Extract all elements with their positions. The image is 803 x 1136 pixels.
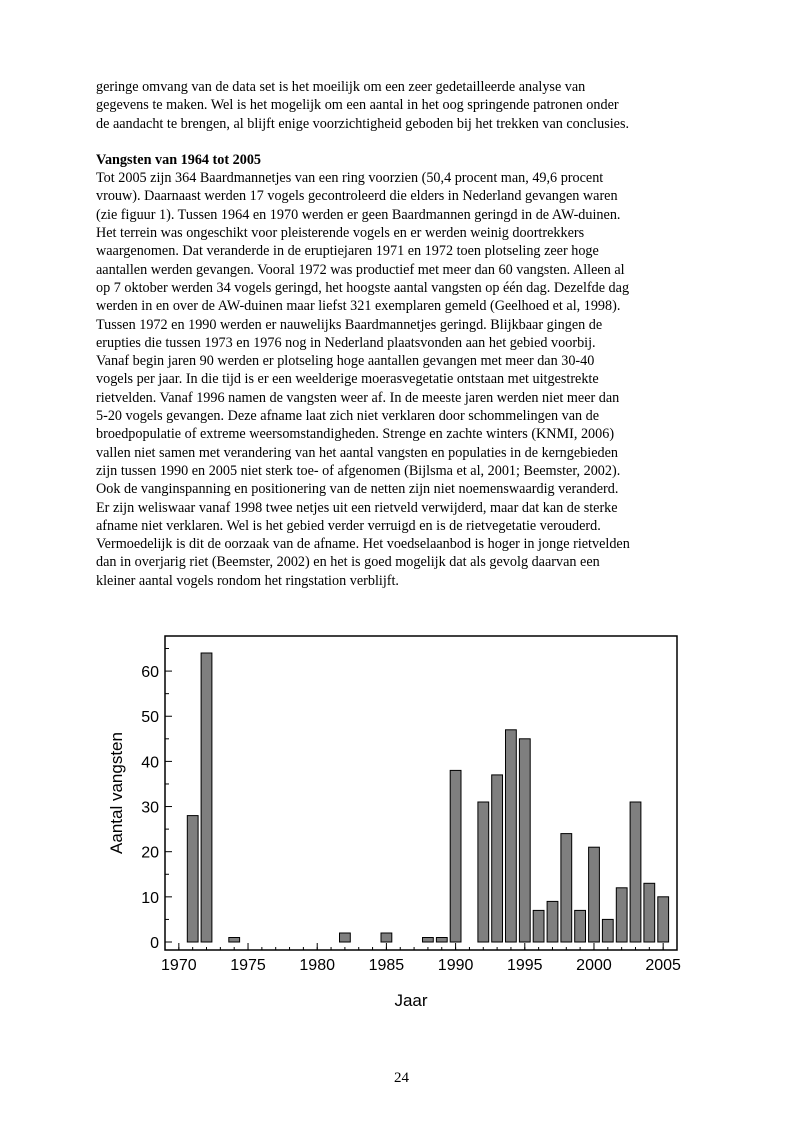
x-tick-label: 1975 xyxy=(230,957,266,974)
body-text xyxy=(96,78,736,590)
text-line: Vermoedelijk is dit de oorzaak van de afname. Het voedselaanbod is hoger in jonge rietvelden xyxy=(96,536,630,553)
bar-1989 xyxy=(436,938,447,943)
x-tick-label: 1990 xyxy=(437,957,474,974)
bar-1993 xyxy=(492,775,503,942)
text-line: aantallen werden gevangen. Vooral 1972 was productief met meer dan 60 vangsten. Alleen al xyxy=(96,261,625,278)
bar-1998 xyxy=(561,834,572,942)
intro-paragraph xyxy=(96,78,736,133)
x-tick-label: 1995 xyxy=(506,957,543,974)
text-line: afname niet verklaren. Wel is het gebied verder verruigd en is de rietvegetatie verouderd. xyxy=(96,517,601,534)
bar-1995 xyxy=(519,739,530,942)
text-line: Tot 2005 zijn 364 Baardmannetjes van een ring voorzien (50,4 procent man, 49,6 procent xyxy=(96,170,604,187)
bar-2000 xyxy=(589,847,600,942)
text-line: Tussen 1972 en 1990 werden er nauwelijks Baardmannetjes geringd. Blijkbaar gingen de xyxy=(96,316,603,333)
text-line: vogels per jaar. In die tijd is er een weelderige moerasvegetatie ontstaan met uitgestrekte xyxy=(96,371,599,388)
text-line: gegevens te maken. Wel is het mogelijk om een aantal in het oog springende patronen onder xyxy=(96,97,619,114)
bar-1974 xyxy=(229,938,240,943)
text-line: op 7 oktober werden 34 vogels geringd, het hoogste aantal vangsten op één dag. Dezelfde dag xyxy=(96,279,630,296)
y-tick-label: 0 xyxy=(150,935,159,952)
bar-1992 xyxy=(478,802,489,942)
text-line: Ook de vanginspanning en positionering van de netten zijn niet noemenswaardig veranderd. xyxy=(96,481,619,498)
bar-1997 xyxy=(547,901,558,942)
x-tick-label: 2005 xyxy=(645,957,681,974)
bar-2001 xyxy=(602,919,613,942)
bar-1982 xyxy=(340,933,351,942)
bar-1972 xyxy=(201,653,212,942)
bar-2002 xyxy=(616,888,627,942)
text-line: de aandacht te brengen, al blijft enige voorzichtigheid geboden bij het trekken van conclusies. xyxy=(96,115,630,132)
text-line: broedpopulatie of extreme weersomstandigheden. Strenge en zachte winters (KNMI, 2006) xyxy=(96,426,615,443)
bar-2005 xyxy=(658,897,669,942)
bar-1971 xyxy=(187,816,198,942)
text-line: kleiner aantal vogels rondom het ringstation verblijft. xyxy=(96,572,399,589)
text-line: 5-20 vogels gevangen. Deze afname laat zich niet verklaren door schommelingen van de xyxy=(96,408,600,425)
x-tick-label: 1980 xyxy=(299,957,336,974)
text-line: Het terrein was ongeschikt voor pleisterende vogels en er werden weinig doortrekkers xyxy=(96,225,585,242)
bar-1996 xyxy=(533,910,544,942)
x-tick-label: 2000 xyxy=(576,957,612,974)
bar-2004 xyxy=(644,883,655,942)
text-line: vallen niet samen met verandering van het aantal vangsten en populaties in de kerngebieden xyxy=(96,444,618,461)
y-axis-label: Aantal vangsten xyxy=(107,732,126,854)
main-paragraph xyxy=(96,169,736,590)
bar-1999 xyxy=(575,910,586,942)
text-line: dan in overjarig riet (Beemster, 2002) en het is goed mogelijk dat als gevolg daarvan een xyxy=(96,554,600,571)
y-tick-label: 50 xyxy=(141,709,159,727)
y-tick-label: 10 xyxy=(141,889,159,907)
text-line: waargenomen. Dat veranderde in de eruptiejaren 1971 en 1972 toen plotseling zeer hoge xyxy=(96,243,599,260)
text-line: (zie figuur 1). Tussen 1964 en 1970 werden er geen Baardmannen geringd in de AW-duinen. xyxy=(96,206,621,223)
page-number: 24 xyxy=(394,1070,409,1086)
text-line: zijn tussen 1990 en 2005 niet sterk toe- of afgenomen (Bijlsma et al, 2001; Beemster, 2002). xyxy=(96,462,621,479)
y-tick-label: 60 xyxy=(141,664,159,682)
text-line: Er zijn weliswaar vanaf 1998 twee netjes uit een rietveld verwijderd, maar dat kan de sterke xyxy=(96,499,618,516)
y-tick-label: 40 xyxy=(141,754,159,772)
text-line: vrouw). Daarnaast werden 17 vogels gecontroleerd die elders in Nederland gevangen waren xyxy=(96,188,618,205)
section-heading: Vangsten van 1964 tot 2005 xyxy=(96,151,262,168)
bar-2003 xyxy=(630,802,641,942)
bar-1990 xyxy=(450,770,461,942)
x-tick-label: 1970 xyxy=(161,957,197,974)
text-line: erupties die tussen 1973 en 1976 nog in Nederland plaatsvonden aan het gebied voorbij. xyxy=(96,334,596,351)
text-line: rietvelden. Vanaf 1996 namen de vangsten weer af. In de meeste jaren werden niet meer dan xyxy=(96,389,620,406)
y-tick-label: 20 xyxy=(141,844,159,862)
text-line: werden in en over de AW-duinen maar liefst 321 exemplaren gemeld (Geelhoed et al, 1998). xyxy=(96,298,621,315)
text-line: Vanaf begin jaren 90 werden er plotseling hoge aantallen gevangen met meer dan 30-40 xyxy=(96,353,595,370)
catch-bar-chart xyxy=(100,628,700,1018)
bar-1985 xyxy=(381,933,392,942)
bar-1994 xyxy=(506,730,517,942)
x-axis-label: Jaar xyxy=(394,991,428,1010)
x-tick-label: 1985 xyxy=(368,957,405,974)
bar-1988 xyxy=(423,938,434,943)
y-tick-label: 30 xyxy=(141,799,159,817)
plot-frame xyxy=(165,636,677,950)
text-line: geringe omvang van de data set is het moeilijk om een zeer gedetailleerde analyse van xyxy=(96,79,586,95)
